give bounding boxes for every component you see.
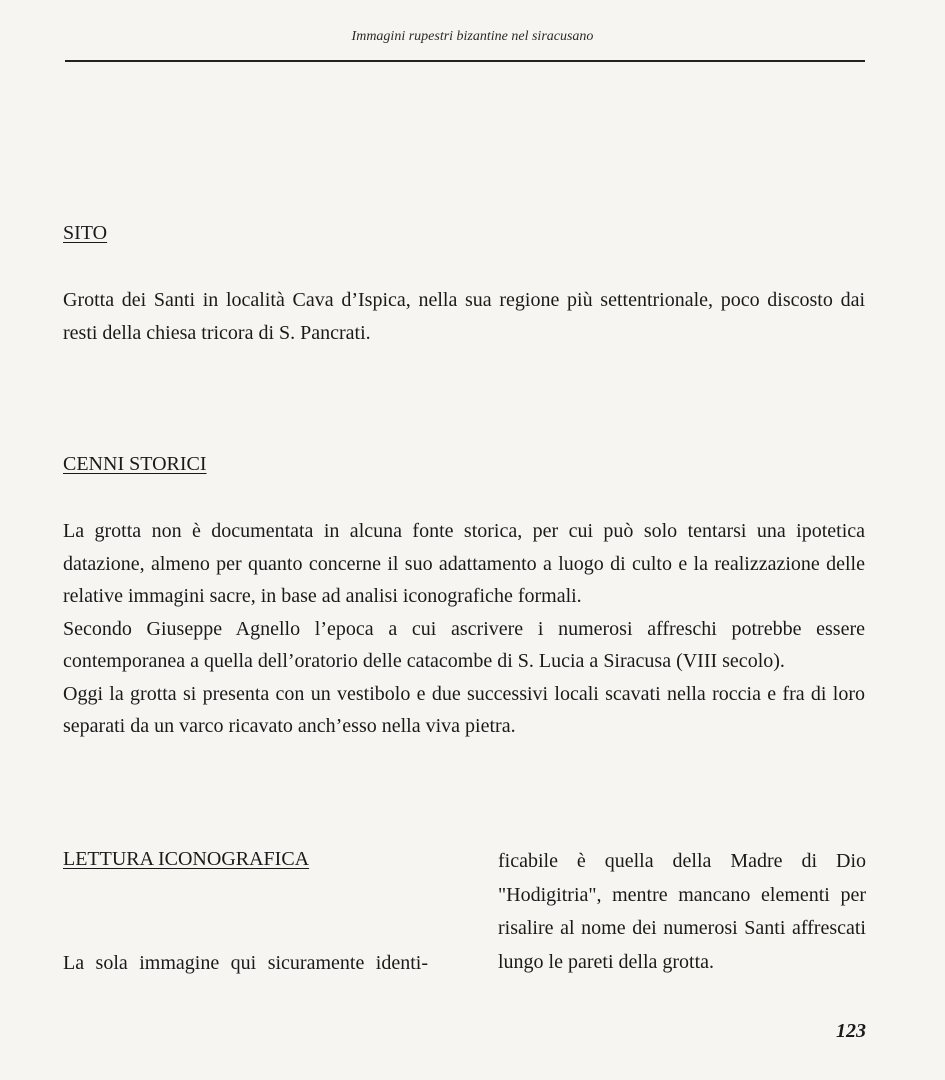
lettura-left-column: La sola immagine qui sicuramente identi- [63, 952, 428, 974]
paragraph-cenni-storici [63, 515, 865, 743]
running-head: Immagini rupestri bizantine nel siracusano [351, 29, 594, 44]
page-number: 123 [836, 1020, 866, 1042]
lettura-right-column: ficabile è quella della Madre di Dio "Hodigitria", mentre mancano elementi per risalire al nome dei numerosi Santi affrescati lungo le pareti della grotta. [498, 850, 866, 973]
cenni-paragraph-1: La grotta non è documentata in alcuna fonte storica, per cui può solo tentarsi una ipotetica datazione, almeno per quanto concerne il suo adattamento a luogo di culto e la realizzazione delle relative immagini sacre, in base ad analisi iconografiche formali. [63, 520, 865, 607]
heading-sito: SITO [63, 222, 108, 244]
cenni-paragraph-2: Secondo Giuseppe Agnello l’epoca a cui ascrivere i numerosi affreschi potrebbe essere contemporanea a quella dell’oratorio delle catacombe di S. Lucia a Siracusa (VIII secolo). [63, 617, 865, 672]
heading-cenni-storici: CENNI STORICI [63, 453, 207, 475]
header-rule [65, 60, 865, 62]
heading-lettura-iconografica: LETTURA ICONOGRAFICA [63, 848, 310, 870]
paragraph-sito [63, 284, 865, 349]
cenni-paragraph-3: Oggi la grotta si presenta con un vestibolo e due successivi locali scavati nella roccia e fra di loro separati da un varco ricavato anch’esso nella viva pietra. [63, 682, 865, 737]
sito-text: Grotta dei Santi in località Cava d’Ispica, nella sua regione più settentrionale, poco discosto dai resti della chiesa tricora di S. Pancrati. [63, 289, 865, 344]
